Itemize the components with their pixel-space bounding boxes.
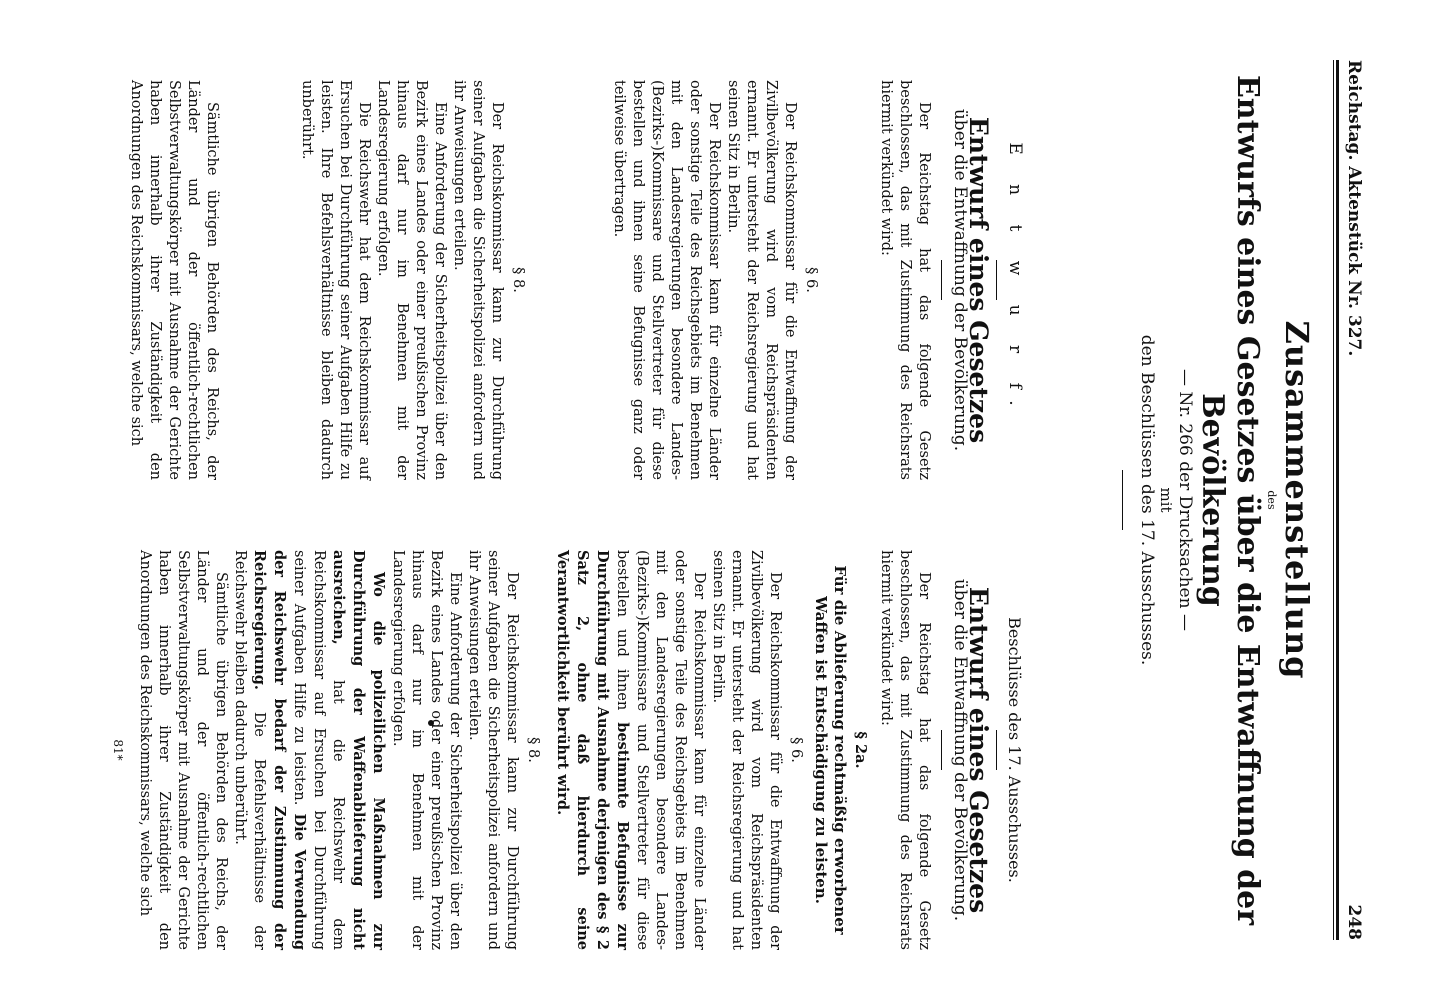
title-des: des: [1265, 490, 1278, 510]
section-8-para-1: Der Reichskommissar kann zur Durchführung seiner Aufgaben die Sicherheitspolizei anfordern und ihr Anweisungen erteilen.: [451, 80, 505, 480]
section-2a-text: Für die Ablieferung rechtmäßig erworbener Waffen ist Entschädigung zu leisten.: [812, 565, 849, 935]
title-divider: [1122, 470, 1123, 530]
section-6-para-1: Der Reichskommissar für die Entwaffnung der Zivilbevölkerung wird vom Reichspräsidenten ernannt. Er untersteht der Reichsregierung und hat seinen Sitz in Berlin.: [710, 550, 783, 950]
divider: [941, 260, 942, 300]
section-6-para-2: [552, 550, 708, 950]
title-main: Zusammenstellung: [1278, 320, 1316, 680]
section-8-para-3-end: Die Befehlsverhältnisse der Reichswehr bleiben dadurch unberührt.: [232, 550, 267, 950]
section-8-para-4: Sämtliche übrigen Behörden des Reichs, der Länder und der öffentlich-rechtlichen Selbstverwaltungskörper mit Ausnahme der Gerichte haben innerhalb ihrer Zuständigkeit den Anordnungen des Reichskommissars, welche sich: [137, 550, 229, 950]
section-8-para-3: [230, 550, 388, 950]
draft-column: [126, 80, 1024, 480]
draft-intro: Der Reichstag hat das folgende Gesetz beschlossen, das mit Zustimmung des Reichsrats hiermit verkündet wird:: [878, 80, 932, 480]
title-sub: Entwurfs eines Gesetzes über die Entwaffnung der Bevölkerung: [1195, 74, 1265, 926]
header-left: Reichstag. Aktenstück Nr. 327.: [1344, 60, 1364, 357]
committee-column: [108, 550, 1024, 950]
section-8-para-2: Eine Anforderung der Sicherheitspolizei über den Bezirk eines Landes oder einer preußischen Provinz hinaus darf nur im Benehmen mit der Landesregierung erfolgen.: [390, 550, 463, 950]
committee-title: Entwurf eines Gesetzes: [964, 586, 993, 914]
title-drucksachen: — Nr. 266 der Drucksachen —: [1175, 369, 1195, 631]
section-2a-heading: § 2a.: [852, 731, 869, 769]
section-6-heading: § 6.: [788, 737, 804, 763]
section-6-para-1: Der Reichskommissar für die Entwaffnung der Zivilbevölkerung wird vom Reichspräsidenten ernannt. Er untersteht der Reichsregierung und hat seinen Sitz in Berlin.: [725, 80, 798, 480]
section-6-heading: § 6.: [803, 267, 819, 293]
divider: [996, 260, 997, 300]
section-8-para-3-text: hat die Reichswehr dem Reichskommissar auf Ersuchen bei Durchführung seiner Aufgaben Hilfe zu leisten.: [291, 550, 346, 950]
committee-intro: Der Reichstag hat das folgende Gesetz beschlossen, das mit Zustimmung des Reichsrats hiermit verkündet wird:: [878, 550, 932, 950]
title-mit: mit: [1157, 487, 1175, 513]
divider: [996, 730, 997, 770]
title-block: [1122, 60, 1316, 940]
draft-title: Entwurf eines Gesetzes: [964, 116, 993, 444]
header-rule-thin: [1333, 60, 1334, 940]
section-8-para-3-amended: Wo die polizeilichen Maßnahmen zur Durchführung der Waffenablieferung nicht ausreichen,: [330, 550, 387, 950]
title-beschluesse: den Beschlüssen des 17. Ausschusses.: [1137, 334, 1157, 666]
divider: [941, 730, 942, 770]
page-number: 248: [1344, 904, 1364, 940]
section-8-heading: § 8.: [525, 737, 541, 763]
section-6-para-2: Der Reichskommissar kann für einzelne Länder oder sonstige Teile des Reichsgebiets im Benehmen mit den Landesregierungen besondere Landes-(Bezirks-)Kommissare und Stellvertreter für diese bestellen und ihnen seine Befugnisse ganz oder teilweise übertragen.: [611, 80, 722, 480]
committee-heading: Beschlüsse des 17. Ausschusses.: [1005, 617, 1024, 883]
section-6-para-2-amended: bestimmte Befugnisse zur Durchführung mit Ausnahme derjenigen des § 2 Satz 2, ohne daß hierdurch seine Verantwortlichkeit berührt wird.: [554, 550, 631, 951]
section-8-para-4: Sämtliche übrigen Behörden des Reichs, der Länder und der öffentlich-rechtlichen Selbstverwaltungskörper mit Ausnahme der Gerichte haben innerhalb ihrer Zuständigkeit den Anordnungen des Reichskommissars, welche sich: [128, 80, 220, 480]
section-8-para-1: Der Reichskommissar kann zur Durchführung seiner Aufgaben die Sicherheitspolizei anfordern und ihr Anweisungen erteilen.: [466, 550, 520, 950]
header-rule-thick: [1336, 60, 1339, 940]
draft-heading: E n t w u r f.: [1005, 142, 1025, 418]
sheet-signature: 81*: [111, 739, 125, 761]
section-8-para-3: Die Reichswehr hat dem Reichskommissar auf Ersuchen bei Durchführung seiner Aufgaben Hilfe zu leisten. Ihre Befehlsverhältnisse bleiben dadurch unberührt.: [299, 80, 372, 480]
section-8-para-2: Eine Anforderung der Sicherheitspolizei über den Bezirk eines Landes oder einer preußischen Provinz hinaus darf nur im Benehmen mit der Landesregierung erfolgen.: [375, 80, 448, 480]
running-header: [1344, 60, 1374, 940]
draft-subtitle: über die Entwaffnung der Bevölkerung.: [950, 108, 970, 452]
section-8-para-3-amended-2: Die Verwendung der Reichswehr bedarf der Zustimmung der Reichsregierung.: [251, 550, 308, 950]
section-6-para-2-start: Der Reichskommissar kann für einzelne Länder oder sonstige Teile des Reichsgebiets im Benehmen mit den Landesregierungen besondere Landes-(Bezirks-)Kommissare und Stellvertreter für diese bestellen und ihnen: [614, 550, 707, 950]
committee-subtitle: über die Entwaffnung der Bevölkerung.: [950, 578, 970, 922]
section-8-heading: § 8.: [510, 267, 526, 293]
